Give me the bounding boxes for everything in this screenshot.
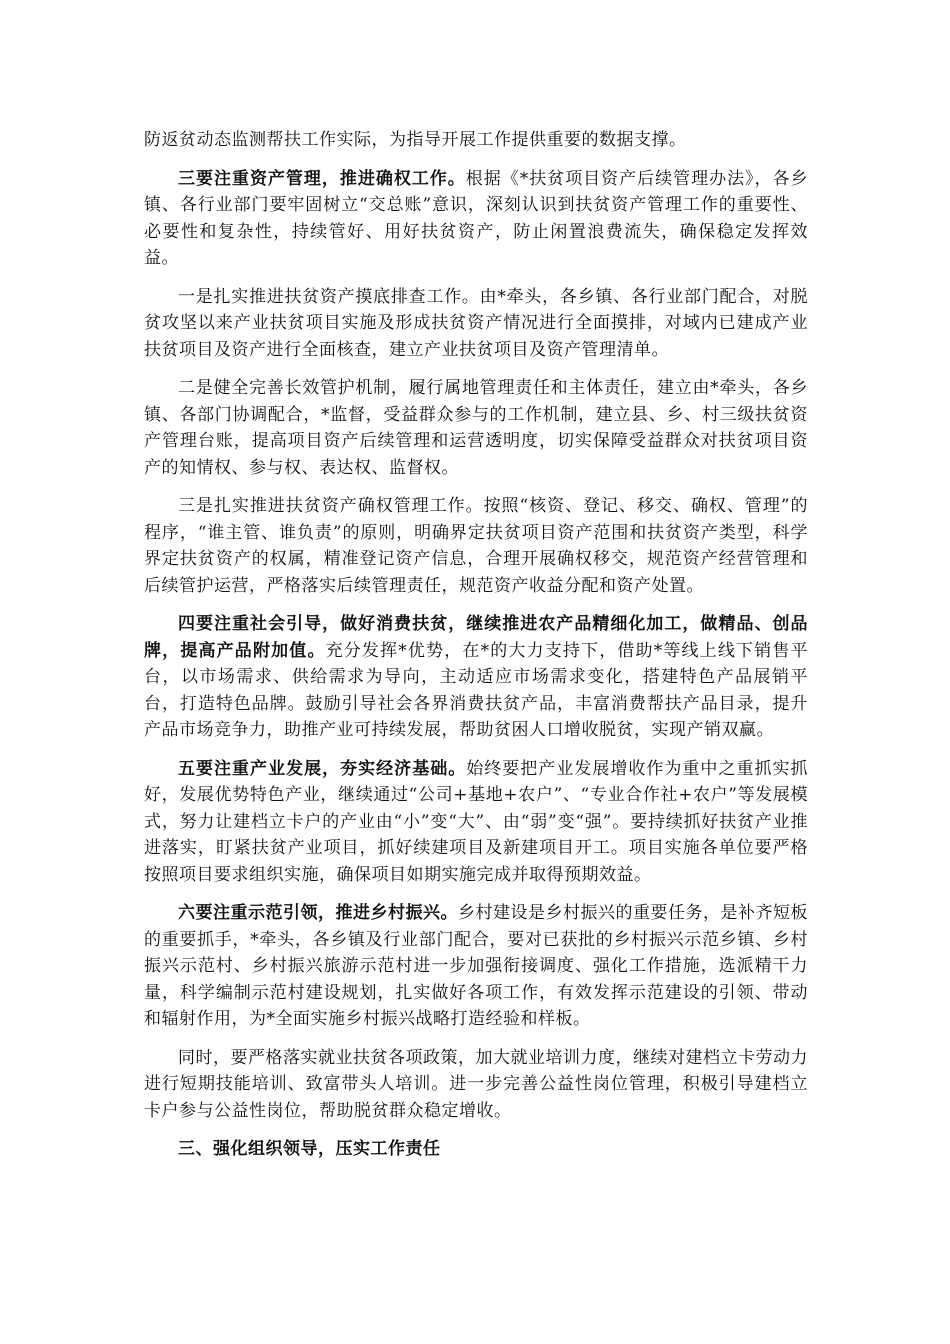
paragraph-text: 二是健全完善长效管护机制，履行属地管理责任和主体责任，建立由*牵头，各乡镇、各部门协调配合，*监督，受益群众参与的工作机制，建立县、乡、村三级扶贫资产管理台账，提高项目资产后续管理和运营透明度，切实保障受益群众对扶贫项目资产的知情权、参与权、表达权、监督权。 (144, 378, 808, 478)
paragraph-lead: 五要注重产业发展，夯实经济基础。 (178, 758, 467, 779)
paragraph-employment-policy (144, 1045, 808, 1125)
paragraph-lead: 六要注重示范引领，推进乡村振兴。 (178, 903, 458, 923)
paragraph-maintenance-mechanism (144, 375, 808, 481)
paragraph-ownership-confirmation (144, 493, 808, 599)
paragraph-asset-management (144, 166, 808, 272)
paragraph-lead: 四要注重社会引导，做好消费扶贫，继续推进农产品精细化加工，做精品、创品牌，提高产品附加值。 (144, 614, 808, 661)
paragraph-text: 防返贫动态监测帮扶工作实际，为指导开展工作提供重要的数据支撑。 (144, 130, 687, 150)
paragraph-consumption-poverty-alleviation (144, 611, 808, 744)
paragraph-continuation (144, 127, 808, 154)
paragraph-text: 同时，要严格落实就业扶贫各项政策，加大就业培训力度，继续对建档立卡劳动力进行短期技能培训、致富带头人培训。进一步完善公益性岗位管理，积极引导建档立卡户参与公益性岗位，帮助脱贫群众稳定增收。 (144, 1047, 808, 1121)
paragraph-asset-survey (144, 284, 808, 364)
section-heading: 三、强化组织领导，压实工作责任 (178, 1139, 441, 1159)
paragraph-text: 乡村建设是乡村振兴的重要任务，是补齐短板的重要抓手，*牵头，各乡镇及行业部门配合，要对已获批的乡村振兴示范乡镇、乡村振兴示范村、乡村振兴旅游示范村进一步加强衔接调度、强化工作措施，选派精干力量，科学编制示范村建设规划，扎实做好各项工作，有效发挥示范建设的引领、带动和辐射作用，为*全面实施乡村振兴战略打造经验和样板。 (144, 903, 808, 1029)
paragraph-text: 一是扎实推进扶贫资产摸底排查工作。由*牵头，各乡镇、各行业部门配合，对脱贫攻坚以来产业扶贫项目实施及形成扶贫资产情况进行全面摸排，对域内已建成产业扶贫项目及资产进行全面核查，建立产业扶贫项目及资产管理清单。 (144, 286, 808, 360)
paragraph-industry-development (144, 756, 808, 889)
paragraph-text: 三是扎实推进扶贫资产确权管理工作。按照“核资、登记、移交、确权、管理”的程序，“谁主管、谁负责”的原则，明确界定扶贫项目资产范围和扶贫资产类型，科学界定扶贫资产的权属，精准登记资产信息，合理开展确权移交，规范资产经营管理和后续管护运营，严格落实后续管理责任，规范资产收益分配和资产处置。 (144, 496, 808, 596)
paragraph-demonstration-leadership (144, 900, 808, 1033)
paragraph-text: 充分发挥*优势，在*的大力支持下，借助*等线上线下销售平台，以市场需求、供给需求为导向，主动适应市场需求变化，搭建特色产品展销平台，打造特色品牌。鼓励引导社会各界消费扶贫产品，丰富消费帮扶产品目录，提升产品市场竞争力，助推产业可持续发展，帮助贫困人口增收脱贫，实现产销双赢。 (144, 640, 809, 740)
paragraph-text: 根据《*扶贫项目资产后续管理办法》，各乡镇、各行业部门要牢固树立“交总账”意识，深刻认识到扶贫资产管理工作的重要性、必要性和复杂性，持续管好、用好扶贫资产，防止闲置浪费流失，确保稳定发挥效益。 (144, 168, 809, 268)
paragraph-text: 始终要把产业发展增收作为重中之重抓实抓好，发展优势特色产业，继续通过“公司+基地+农户”、“专业合作社+农户”等发展模式，努力让建档立卡户的产业由“小”变“大”、由“弱”变“强”。要持续抓好扶贫产业推进落实，盯紧扶贫产业项目，抓好续建项目及新建项目开工。项目实施各单位要严格按照项目要求组织实施，确保项目如期实施完成并取得预期效益。 (144, 758, 808, 885)
paragraph-lead: 三要注重资产管理，推进确权工作。 (178, 168, 466, 189)
document-page (144, 127, 808, 1163)
